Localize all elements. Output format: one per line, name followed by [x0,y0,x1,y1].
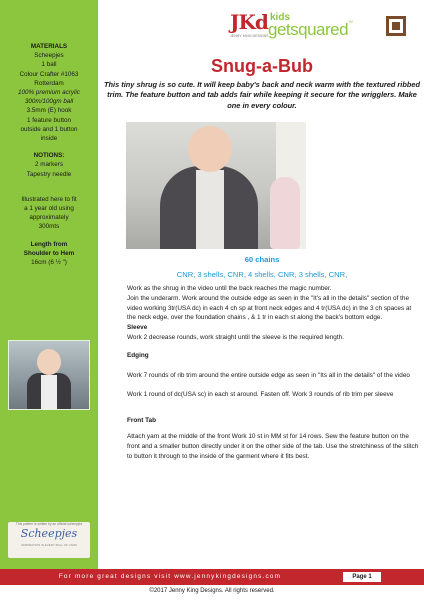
material-line: 1 ball [41,61,57,69]
material-line: Rotterdam [34,79,64,87]
chains-heading: 60 chains [244,255,280,264]
material-line: Scheepjes [34,52,64,60]
illustrated-line: approximately [29,214,69,222]
kids-wordmark: kids [270,12,291,23]
material-line: 100% premium acrylic [18,89,80,97]
illustrated-line: a 1 year old using [24,205,74,213]
material-line: 3.5mm (E) hook [26,107,72,115]
instruction-para: Join the underarm. Work around the outside edge as seen in the "It's all in the details" section of the video working 3tr(USA dc) in each 4 ch sp at front neck edges and 4 tr(USA dc) in the 3 ch spaces at the neck edge, over the foundation chains , & 1 tr in each st along the back's bottom edge. [127,294,412,322]
material-line: inside [40,135,58,143]
footer-link-text[interactable]: For more great designs visit www.jennykingdesigns.com [58,573,282,580]
notion-line: 2 markers [35,161,63,169]
illustrated-line: 300mts [38,223,60,231]
main-baby-photo [126,122,306,249]
pattern-title: Snug-a-Bub [211,56,313,76]
instructions [127,284,419,461]
jkd-logo: JKd [230,10,268,34]
brand-logo [230,10,410,44]
getsquared-wordmark: getsquared™ [268,20,353,39]
illustrated-line: Illustrated here to fit [21,195,77,203]
length-heading: Shoulder to Hem [23,249,75,257]
sleeve-text: Work 2 decrease rounds, work straight until the sleeve is the required length. [127,333,344,341]
materials-heading: MATERIALS [30,43,68,50]
page-number: Page 1 [342,571,382,583]
sidebar [0,0,98,569]
front-tab-text: Attach yarn at the middle of the front Work 10 st in MM st for 14 rows. Sew the feature button on the front and a smaller button directly under it on the other side of the tab. Use the stretchiness of the stitch to button it through to the inside of the garment where it fits best. [127,432,419,460]
material-line: 300m/100gm ball [24,98,74,106]
copyright: ©2017 Jenny King Designs. All rights reserved. [149,588,275,594]
jkd-subtitle: JENNY KING DESIGNS [230,34,269,38]
scheepjes-note: This pattern is written by an official scheepjes [15,522,83,526]
scheepjes-wordmark: Scheepjes [20,527,78,540]
square-logo-icon [386,16,406,36]
sleeve-heading: Sleeve [127,324,148,332]
edging-heading: Edging [127,351,149,359]
scheepjes-logo [8,522,90,558]
length-heading: Length from [30,240,68,248]
notions-heading: NOTIONS: [33,152,65,160]
instruction-para: Work as the shrug in the video until the back reaches the magic number. [127,285,332,292]
scheepjes-tagline: INSPIRATION IN EVERY BALL OF YARN [21,543,77,547]
cnr-line: CNR, 3 shells, CNR, 4 shells, CNR, 3 shells, CNR, [176,270,348,279]
edging-text: Work 1 round of dc(USA sc) in each st around. Fasten off. Work 3 rounds of rib trim per sleeve [127,391,394,399]
footer-bar [0,569,424,585]
edging-text: Work 7 rounds of rib trim around the entire outside edge as seen in "Its all in the details" of the video [127,371,410,379]
notion-line: Tapestry needle [26,170,72,178]
material-line: outside and 1 button [20,125,78,133]
material-line: 1 feature button [26,116,72,124]
intro-text: This tiny shrug is so cute. It will keep baby's back and neck warm with the textured ribbed trim. The feature button and tab adds fair while keeping it secure for the wrigglers. Make one in every colour. [104,80,420,110]
length-value: 16cm (6 ½ ") [31,259,67,267]
material-line: Colour Crafter #1063 [19,70,79,78]
front-tab-heading: Front Tab [127,417,156,425]
sidebar-baby-photo [8,340,90,410]
